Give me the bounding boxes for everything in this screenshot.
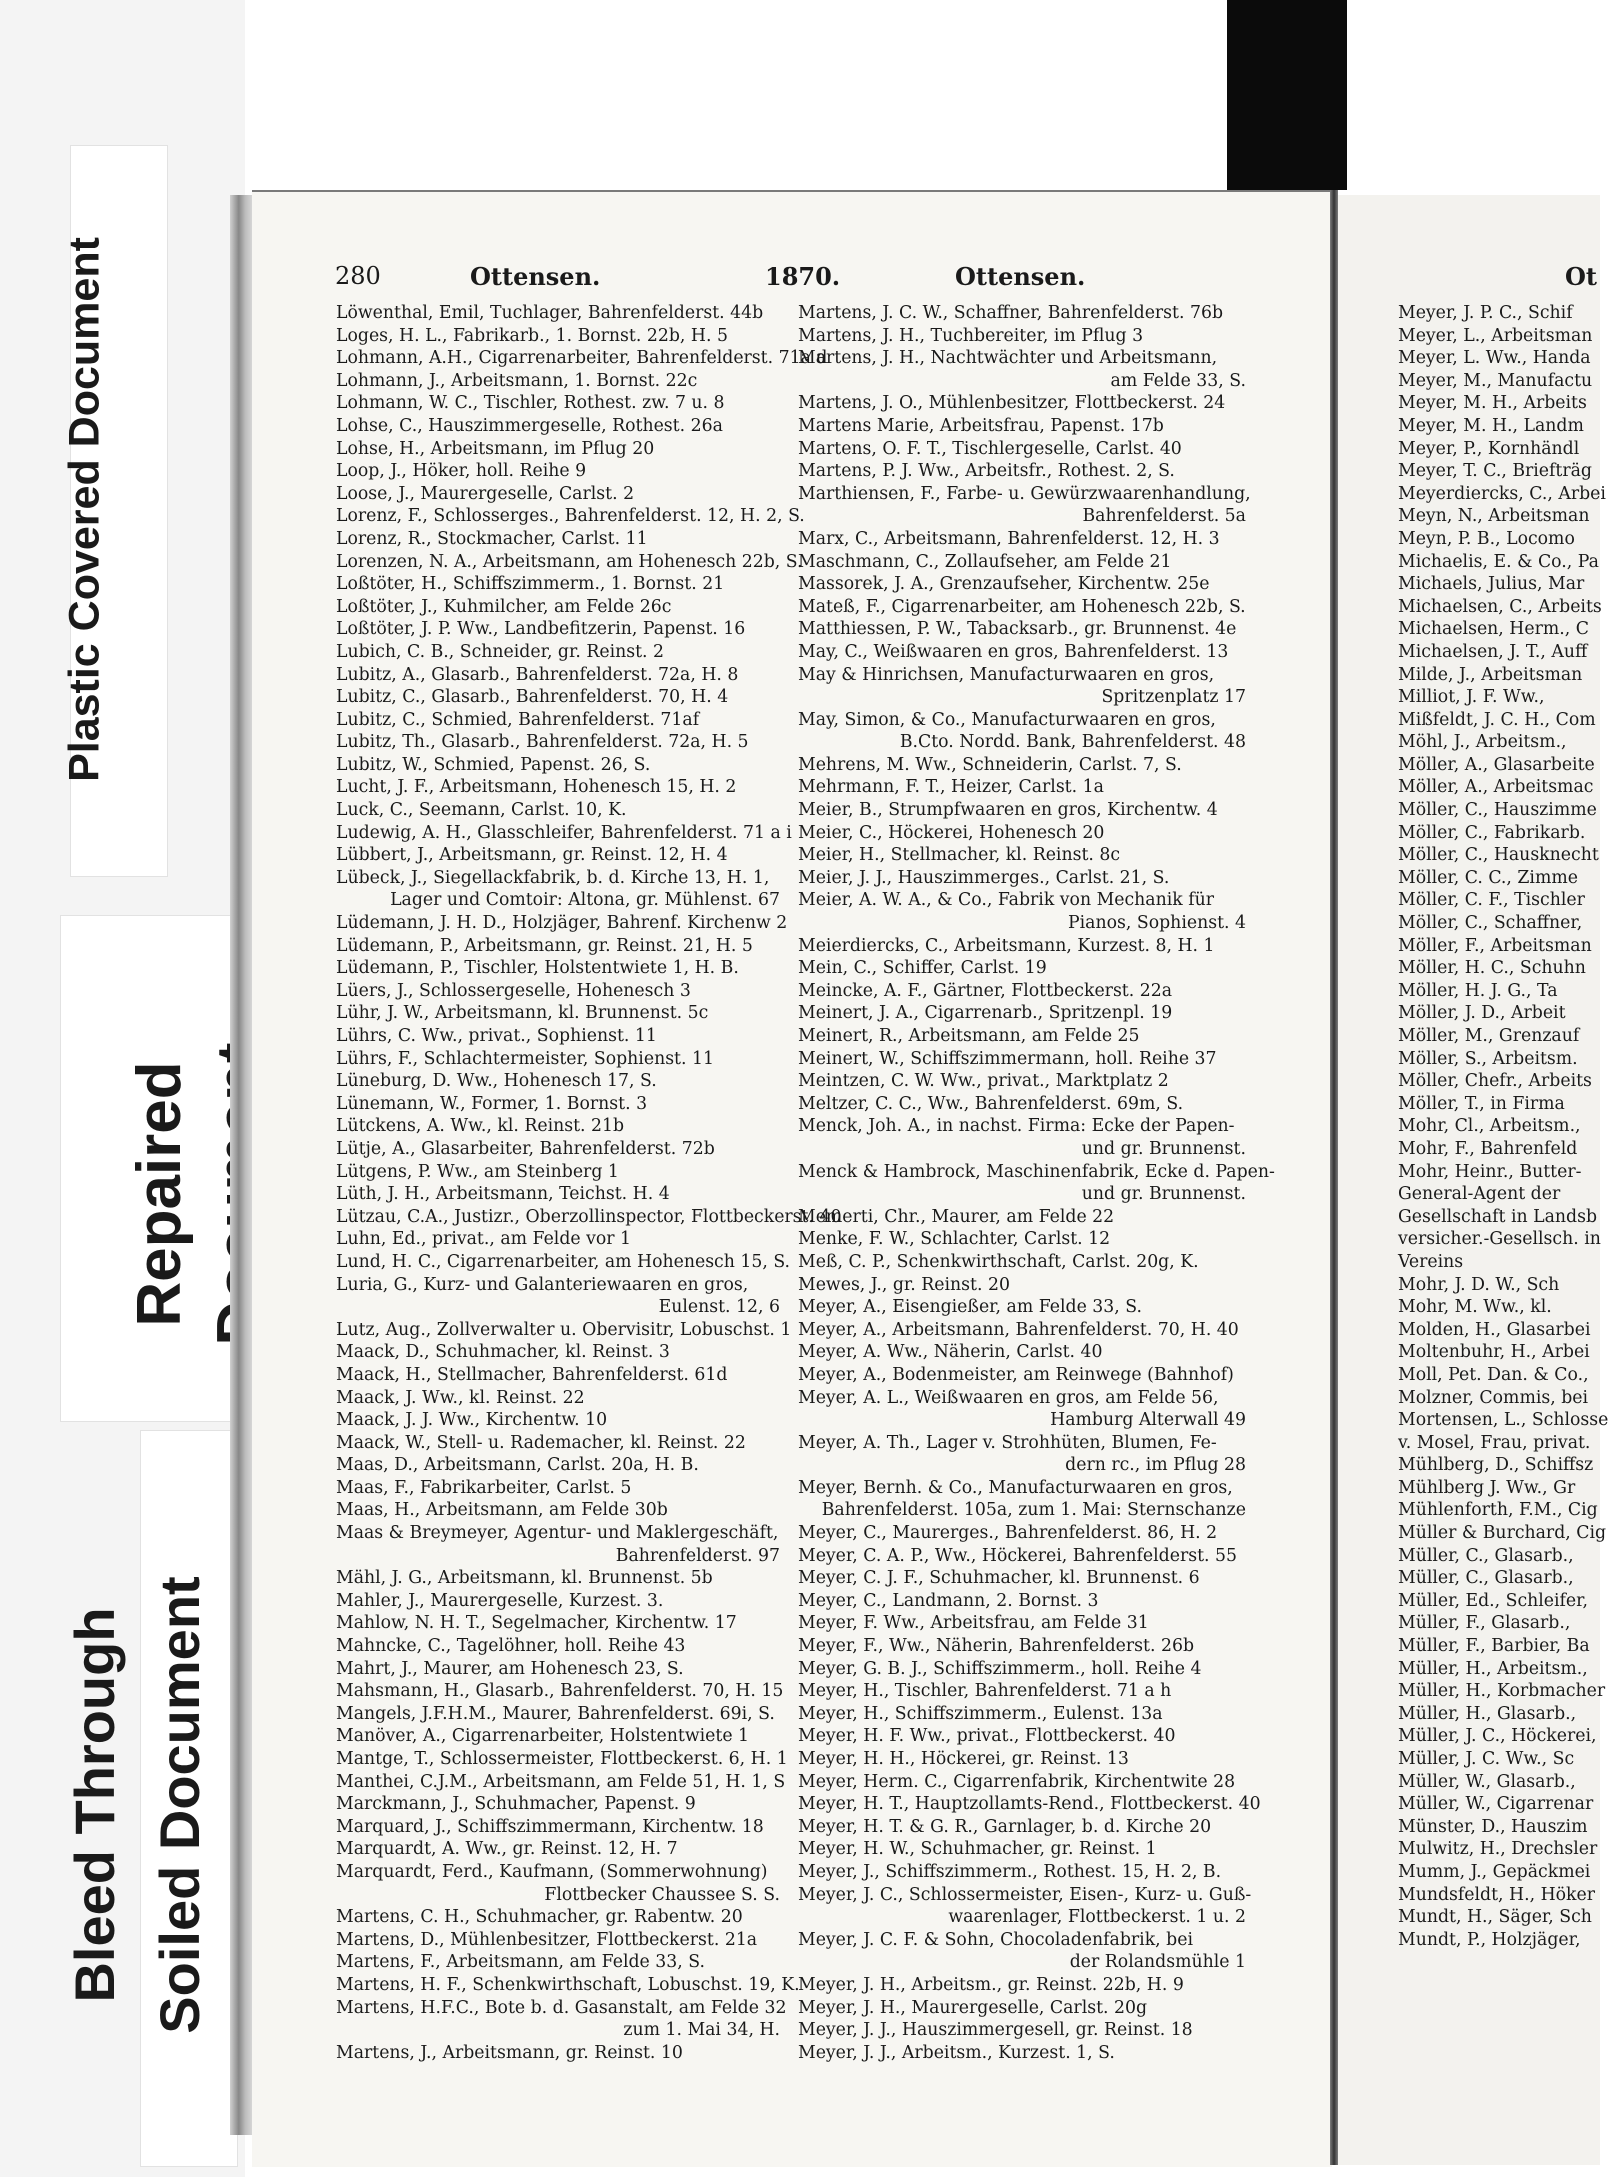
directory-entry: Möller, C., Schaffner, bbox=[1398, 913, 1583, 934]
directory-entry: Meyer, C., Maurerges., Bahrenfelderst. 86, H. 2 bbox=[798, 1523, 1218, 1544]
directory-entry: Maas, F., Fabrikarbeiter, Carlst. 5 bbox=[336, 1477, 632, 1498]
directory-entry: zum 1. Mai 34, H. bbox=[623, 2020, 780, 2041]
directory-entry: Meyer, A. Th., Lager v. Strohhüten, Blumen, Fe- bbox=[798, 1432, 1217, 1453]
directory-entry: Mortensen, L., Schlosse bbox=[1398, 1410, 1608, 1431]
directory-entry: Loges, H. L., Fabrikarb., 1. Bornst. 22b, H. 5 bbox=[336, 325, 728, 346]
directory-entry: Münster, D., Hauszim bbox=[1398, 1816, 1588, 1837]
directory-entry: Lübeck, J., Siegellackfabrik, b. d. Kirche 13, H. 1, bbox=[336, 867, 770, 888]
next-page-column bbox=[1398, 302, 1608, 1951]
directory-entry: Mehrens, M. Ww., Schneiderin, Carlst. 7, S. bbox=[798, 754, 1182, 775]
directory-entry: Möller, C., Hausknecht bbox=[1398, 845, 1599, 866]
directory-entry: Martens, H.F.C., Bote b. d. Gasanstalt, am Felde 32 bbox=[336, 1997, 787, 2018]
directory-entry: Meyerdiercks, C., Arbei bbox=[1398, 483, 1606, 504]
directory-entry: Lohmann, W. C., Tischler, Rothest. zw. 7 u. 8 bbox=[336, 393, 725, 414]
directory-entry: Meyn, P. B., Locomo bbox=[1398, 528, 1575, 549]
directory-entry: Marquardt, Ferd., Kaufmann, (Sommerwohnung) bbox=[336, 1861, 768, 1882]
directory-entry: Martens, J. H., Nachtwächter und Arbeitsmann, bbox=[798, 348, 1218, 369]
directory-entry: Bahrenfelderst. 105a, zum 1. Mai: Sternschanze bbox=[821, 1500, 1246, 1521]
directory-entry: Lorenz, R., Stockmacher, Carlst. 11 bbox=[336, 528, 648, 549]
directory-entry: Müller, W., Cigarrenar bbox=[1398, 1794, 1594, 1815]
directory-entry: Meyer, H. W., Schuhmacher, gr. Reinst. 1 bbox=[798, 1839, 1157, 1860]
directory-entry: und gr. Brunnenst. bbox=[1081, 1184, 1246, 1205]
directory-entry: Meyer, A., Eisengießer, am Felde 33, S. bbox=[798, 1297, 1142, 1318]
directory-entry: Meyer, M. H., Arbeits bbox=[1398, 393, 1587, 414]
next-page-title: Ot bbox=[1565, 262, 1597, 291]
directory-entry: Meltzer, C. C., Ww., Bahrenfelderst. 69m, S. bbox=[798, 1093, 1184, 1114]
directory-entry: Martens, C. H., Schuhmacher, gr. Rabentw. 20 bbox=[336, 1907, 743, 1928]
directory-entry: Meß, C. P., Schenkwirthschaft, Carlst. 20g, K. bbox=[798, 1251, 1199, 1272]
directory-entry: Meyer, A., Arbeitsmann, Bahrenfelderst. 70, H. 40 bbox=[798, 1319, 1239, 1340]
directory-entry: General-Agent der bbox=[1398, 1184, 1561, 1205]
directory-entry: Mein, C., Schiffer, Carlst. 19 bbox=[798, 958, 1047, 979]
directory-entry: Maack, H., Stellmacher, Bahrenfelderst. 61d bbox=[336, 1364, 728, 1385]
directory-entry: Lützau, C.A., Justizr., Oberzollinspector, Flottbeckerst. 40 bbox=[336, 1206, 842, 1227]
directory-entry: Müller, F., Glasarb., bbox=[1398, 1613, 1571, 1634]
directory-entry: Meinert, J. A., Cigarrenarb., Spritzenpl. 19 bbox=[798, 1003, 1173, 1024]
directory-entry: Lüdemann, P., Arbeitsmann, gr. Reinst. 21, H. 5 bbox=[336, 935, 753, 956]
directory-entry: Meier, C., Höckerei, Hohenesch 20 bbox=[798, 822, 1105, 843]
directory-entry: Meyer, M., Manufactu bbox=[1398, 370, 1593, 391]
directory-entry: Gesellschaft in Landsb bbox=[1398, 1206, 1598, 1227]
directory-entry: Manöver, A., Cigarrenarbeiter, Holstentwiete 1 bbox=[336, 1726, 750, 1747]
directory-entry: Müller, H., Arbeitsm., bbox=[1398, 1658, 1588, 1679]
directory-entry: Meyer, T. C., Briefträg bbox=[1398, 461, 1592, 482]
directory-entry: Mohr, F., Bahrenfeld bbox=[1398, 1138, 1578, 1159]
directory-entry: Loßtöter, J. P. Ww., Landbefitzerin, Papenst. 16 bbox=[336, 619, 746, 640]
directory-entry: Ludewig, A. H., Glasschleifer, Bahrenfelderst. 71 a i bbox=[336, 822, 792, 843]
directory-entry: Molzner, Commis, bei bbox=[1398, 1387, 1589, 1408]
directory-entry: Molden, H., Glasarbei bbox=[1398, 1319, 1591, 1340]
directory-entry: Meyer, J. J., Arbeitsm., Kurzest. 1, S. bbox=[798, 2042, 1115, 2063]
directory-entry: Maschmann, C., Zollaufseher, am Felde 21 bbox=[798, 551, 1172, 572]
directory-entry: Meyer, J. P. C., Schif bbox=[1398, 303, 1573, 323]
directory-entry: am Felde 33, S. bbox=[1110, 370, 1246, 391]
directory-entry: Bahrenfelderst. 97 bbox=[615, 1545, 780, 1566]
directory-entry: Mühlberg J. Ww., Gr bbox=[1398, 1477, 1576, 1498]
directory-entry: Lucht, J. F., Arbeitsmann, Hohenesch 15, H. 2 bbox=[336, 777, 737, 798]
directory-entry: Marthiensen, F., Farbe- u. Gewürzwaarenhandlung, bbox=[798, 483, 1251, 504]
directory-entry: Maack, D., Schuhmacher, kl. Reinst. 3 bbox=[336, 1342, 670, 1363]
directory-entry: Meinert, R., Arbeitsmann, am Felde 25 bbox=[798, 1026, 1140, 1046]
directory-entry: Lubitz, C., Glasarb., Bahrenfelderst. 70, H. 4 bbox=[336, 687, 729, 708]
directory-entry: Lüdemann, P., Tischler, Holstentwiete 1, H. B. bbox=[336, 958, 739, 979]
directory-entry: Mundt, P., Holzjäger, bbox=[1398, 1929, 1581, 1950]
directory-entry: Martens, O. F. T., Tischlergeselle, Carlst. 40 bbox=[798, 438, 1182, 459]
directory-entry: Meyer, A. L., Weißwaaren en gros, am Felde 56, bbox=[798, 1387, 1219, 1408]
directory-entry: Lütckens, A. Ww., kl. Reinst. 21b bbox=[336, 1116, 625, 1137]
directory-entry: Massorek, J. A., Grenzaufseher, Kirchentw. 25e bbox=[798, 574, 1210, 595]
directory-entry: Menck, Joh. A., in nachst. Firma: Ecke der Papen- bbox=[798, 1116, 1235, 1137]
directory-entry: Müller, J. C. Ww., Sc bbox=[1398, 1749, 1575, 1769]
directory-entry: Mantge, T., Schlossermeister, Flottbeckerst. 6, H. 1 bbox=[336, 1749, 788, 1769]
directory-entry: Eulenst. 12, 6 bbox=[658, 1297, 780, 1318]
page-number: 280 bbox=[335, 262, 381, 290]
directory-entry: Vereins bbox=[1398, 1251, 1464, 1272]
directory-entry: Meyer, J. J., Hauszimmergesell, gr. Reinst. 18 bbox=[798, 2020, 1193, 2041]
directory-entry: Lünemann, W., Former, 1. Bornst. 3 bbox=[336, 1093, 648, 1114]
book-spine bbox=[1330, 190, 1338, 2165]
left-column bbox=[336, 302, 842, 2064]
directory-entry: Lühr, J. W., Arbeitsmann, kl. Brunnenst. 5c bbox=[336, 1003, 709, 1024]
directory-entry: Manthei, C.J.M., Arbeitsmann, am Felde 51, H. 1, S bbox=[336, 1771, 786, 1792]
directory-entry: Mundsfeldt, H., Höker bbox=[1398, 1884, 1596, 1905]
directory-entry: Müller, W., Glasarb., bbox=[1398, 1771, 1576, 1792]
directory-entry: Lohse, C., Hauszimmergeselle, Rothest. 26a bbox=[336, 415, 723, 436]
directory-entry: Lund, H. C., Cigarrenarbeiter, am Hohenesch 15, S. bbox=[336, 1251, 791, 1272]
directory-entry: Möller, A., Arbeitsmac bbox=[1398, 777, 1594, 798]
directory-entry: Lubich, C. B., Schneider, gr. Reinst. 2 bbox=[336, 641, 665, 662]
directory-entry: Meyer, L. Ww., Handa bbox=[1398, 348, 1591, 369]
directory-entry: Lohmann, J., Arbeitsmann, 1. Bornst. 22c bbox=[336, 370, 698, 391]
directory-entry: Loßtöter, H., Schiffszimmerm., 1. Bornst. 21 bbox=[336, 574, 725, 595]
directory-entry: May, C., Weißwaaren en gros, Bahrenfelderst. 13 bbox=[798, 641, 1229, 662]
label-repaired: Repaired bbox=[125, 1061, 194, 1327]
directory-entry: Martens, J. H., Tuchbereiter, im Pflug 3 bbox=[798, 325, 1144, 346]
black-marker-bar bbox=[1227, 0, 1347, 190]
directory-entry: der Rolandsmühle 1 bbox=[1069, 1952, 1246, 1973]
directory-entry: Maas & Breymeyer, Agentur- und Maklergeschäft, bbox=[336, 1523, 779, 1544]
directory-entry: Lohse, H., Arbeitsmann, im Pflug 20 bbox=[336, 438, 655, 459]
directory-entry: Mahler, J., Maurergeselle, Kurzest. 3. bbox=[336, 1590, 664, 1611]
directory-entry: Meyer, H., Tischler, Bahrenfelderst. 71 a h bbox=[798, 1681, 1172, 1702]
directory-entry: Martens Marie, Arbeitsfrau, Papenst. 17b bbox=[798, 415, 1164, 436]
directory-entry: Meyer, G. B. J., Schiffszimmerm., holl. Reihe 4 bbox=[798, 1658, 1202, 1679]
directory-entry: Mohr, Cl., Arbeitsm., bbox=[1398, 1116, 1581, 1137]
directory-entry: Meier, B., Strumpfwaaren en gros, Kirchentw. 4 bbox=[798, 800, 1218, 821]
directory-entry: Martens, H. F., Schenkwirthschaft, Lobuschst. 19, K. bbox=[336, 1974, 800, 1995]
directory-entry: Menke, F. W., Schlachter, Carlst. 12 bbox=[798, 1229, 1111, 1250]
directory-entry: Meyer, H. F. Ww., privat., Flottbeckerst. 40 bbox=[798, 1726, 1176, 1747]
directory-entry: Loßtöter, J., Kuhmilcher, am Felde 26c bbox=[336, 596, 672, 617]
directory-entry: Möller, H. J. G., Ta bbox=[1398, 980, 1558, 1001]
directory-entry: Meintzen, C. W. Ww., privat., Marktplatz 2 bbox=[798, 1071, 1169, 1092]
directory-entry: Memerti, Chr., Maurer, am Felde 22 bbox=[798, 1206, 1115, 1227]
directory-entry: May & Hinrichsen, Manufacturwaaren en gros, bbox=[798, 664, 1215, 685]
directory-entry: Müller, H., Korbmacher bbox=[1398, 1681, 1606, 1702]
directory-entry: Müller, C., Glasarb., bbox=[1398, 1568, 1574, 1589]
directory-entry: Mähl, J. G., Arbeitsmann, kl. Brunnenst. 5b bbox=[336, 1568, 713, 1589]
directory-entry: Luria, G., Kurz- und Galanteriewaaren en gros, bbox=[336, 1274, 749, 1295]
directory-entry: Meyer, Herm. C., Cigarrenfabrik, Kirchentwite 28 bbox=[798, 1771, 1236, 1792]
directory-entry: Meyer, C. J. F., Schuhmacher, kl. Brunnenst. 6 bbox=[798, 1568, 1200, 1589]
directory-entry: Meyer, C., Landmann, 2. Bornst. 3 bbox=[798, 1590, 1099, 1611]
page-edge-shadow bbox=[230, 195, 252, 2135]
directory-entry: Meyer, A., Bodenmeister, am Reinwege (Bahnhof) bbox=[798, 1364, 1234, 1385]
directory-entry: Lüth, J. H., Arbeitsmann, Teichst. H. 4 bbox=[336, 1184, 670, 1205]
directory-entry: Hamburg Alterwall 49 bbox=[1050, 1410, 1246, 1431]
directory-entry: Meyer, J. H., Arbeitsm., gr. Reinst. 22b, H. 9 bbox=[798, 1974, 1184, 1995]
directory-entry: Meyer, A. Ww., Näherin, Carlst. 40 bbox=[798, 1342, 1103, 1363]
directory-entry: Meier, J. J., Hauszimmerges., Carlst. 21, S. bbox=[798, 867, 1170, 888]
directory-entry: Meincke, A. F., Gärtner, Flottbeckerst. 22a bbox=[798, 980, 1173, 1001]
directory-entry: Michaels, Julius, Mar bbox=[1398, 574, 1585, 595]
directory-entry: Lorenz, F., Schlosserges., Bahrenfelderst. 12, H. 2, S. bbox=[336, 506, 805, 527]
directory-entry: Meyer, H., Schiffszimmerm., Eulenst. 13a bbox=[798, 1703, 1163, 1724]
directory-entry: Möller, C., Hauszimme bbox=[1398, 800, 1597, 821]
directory-entry: Meyer, L., Arbeitsman bbox=[1398, 325, 1593, 346]
directory-entry: Müller, F., Barbier, Ba bbox=[1398, 1636, 1590, 1657]
label-soiled-document: Soiled Document bbox=[148, 1576, 211, 2034]
directory-entry: Bahrenfelderst. 5a bbox=[1082, 506, 1246, 527]
directory-entry: Maack, J. Ww., kl. Reinst. 22 bbox=[336, 1387, 585, 1408]
directory-entry: Lütje, A., Glasarbeiter, Bahrenfelderst. 72b bbox=[336, 1138, 715, 1159]
directory-entry: Mohr, M. Ww., kl. bbox=[1398, 1297, 1552, 1318]
directory-entry: Marckmann, J., Schuhmacher, Papenst. 9 bbox=[336, 1794, 696, 1815]
directory-entry: Müller, H., Glasarb., bbox=[1398, 1703, 1577, 1724]
label-bleed-through: Bleed Through bbox=[63, 1607, 126, 2003]
directory-entry: Meyer, H. T., Hauptzollamts-Rend., Flottbeckerst. 40 bbox=[798, 1794, 1261, 1815]
directory-entry: Maack, W., Stell- u. Rademacher, kl. Reinst. 22 bbox=[336, 1432, 746, 1453]
directory-entry: Milde, J., Arbeitsman bbox=[1398, 664, 1583, 685]
directory-entry: Martens, J., Arbeitsmann, gr. Reinst. 10 bbox=[336, 2042, 683, 2063]
directory-entry: B.Cto. Nordd. Bank, Bahrenfelderst. 48 bbox=[899, 732, 1246, 753]
directory-entry: Moltenbuhr, H., Arbei bbox=[1398, 1342, 1590, 1363]
directory-entry: Möller, S., Arbeitsm. bbox=[1398, 1048, 1578, 1069]
directory-entry: Möller, Chefr., Arbeits bbox=[1398, 1071, 1592, 1092]
directory-entry: Meyer, J. C. F. & Sohn, Chocoladenfabrik, bei bbox=[798, 1929, 1193, 1950]
directory-entry: Luck, C., Seemann, Carlst. 10, K. bbox=[336, 800, 627, 821]
directory-entry: v. Mosel, Frau, privat. bbox=[1398, 1432, 1591, 1453]
directory-entry: Müller, C., Glasarb., bbox=[1398, 1545, 1574, 1566]
directory-entry: Meyer, C. A. P., Ww., Höckerei, Bahrenfelderst. 55 bbox=[798, 1545, 1237, 1566]
directory-entry: Marquard, J., Schiffszimmermann, Kirchentw. 18 bbox=[336, 1816, 764, 1837]
directory-entry: Maack, J. J. Ww., Kirchentw. 10 bbox=[336, 1410, 608, 1431]
directory-entry: Martens, P. J. Ww., Arbeitsfr., Rothest. 2, S. bbox=[798, 461, 1175, 482]
directory-entry: Loop, J., Höker, holl. Reihe 9 bbox=[336, 461, 587, 482]
directory-entry: Lubitz, W., Schmied, Papenst. 26, S. bbox=[336, 754, 651, 775]
directory-entry: Möller, C. F., Tischler bbox=[1398, 890, 1585, 911]
directory-entry: Matthiessen, P. W., Tabacksarb., gr. Brunnenst. 4e bbox=[798, 619, 1237, 640]
directory-entry: Lubitz, Th., Glasarb., Bahrenfelderst. 72a, H. 5 bbox=[336, 732, 749, 753]
directory-entry: Meyer, H. T. & G. R., Garnlager, b. d. Kirche 20 bbox=[798, 1816, 1212, 1837]
directory-entry: Meyer, M. H., Landm bbox=[1398, 415, 1584, 436]
directory-entry: Lüdemann, J. H. D., Holzjäger, Bahrenf. Kirchenw 2 bbox=[336, 913, 788, 934]
directory-entry: Milliot, J. F. Ww., bbox=[1398, 687, 1545, 708]
directory-entry: Mahncke, C., Tagelöhner, holl. Reihe 43 bbox=[336, 1636, 686, 1657]
directory-entry: Meier, A. W. A., & Co., Fabrik von Mechanik für bbox=[798, 890, 1215, 911]
directory-entry: waarenlager, Flottbeckerst. 1 u. 2 bbox=[948, 1907, 1246, 1928]
directory-entry: dern rc., im Pflug 28 bbox=[1065, 1455, 1246, 1476]
directory-entry: versicher.-Gesellsch. in bbox=[1398, 1229, 1601, 1250]
directory-entry: Maas, H., Arbeitsmann, am Felde 30b bbox=[336, 1500, 668, 1521]
directory-entry: Mangels, J.F.H.M., Maurer, Bahrenfelderst. 69i, S. bbox=[336, 1703, 775, 1724]
directory-entry: Lührs, C. Ww., privat., Sophienst. 11 bbox=[336, 1026, 657, 1046]
directory-entry: Mewes, J., gr. Reinst. 20 bbox=[798, 1274, 1010, 1295]
directory-entry: Möller, T., in Firma bbox=[1398, 1093, 1565, 1114]
right-running-title: Ottensen. bbox=[955, 262, 1086, 291]
directory-entry: Michaelsen, C., Arbeits bbox=[1398, 596, 1602, 617]
directory-entry: Flottbecker Chaussee S. S. bbox=[544, 1884, 780, 1905]
directory-entry: Lubitz, C., Schmied, Bahrenfelderst. 71af bbox=[336, 709, 700, 730]
directory-entry: Meyer, F., Ww., Näherin, Bahrenfelderst. 26b bbox=[798, 1636, 1195, 1657]
directory-entry: Mulwitz, H., Drechsler bbox=[1398, 1839, 1598, 1860]
directory-entry: Mehrmann, F. T., Heizer, Carlst. 1a bbox=[798, 777, 1104, 798]
directory-entry: Lohmann, A.H., Cigarrenarbeiter, Bahrenfelderst. 71a d bbox=[336, 348, 828, 369]
directory-entry: Lutz, Aug., Zollverwalter u. Obervisitr, Lobuschst. 1 bbox=[336, 1319, 792, 1340]
directory-entry: Lubitz, A., Glasarb., Bahrenfelderst. 72a, H. 8 bbox=[336, 664, 739, 685]
directory-entry: Möller, A., Glasarbeite bbox=[1398, 754, 1595, 775]
directory-entry: Martens, D., Mühlenbesitzer, Flottbeckerst. 21a bbox=[336, 1929, 758, 1950]
directory-entry: Möller, H. C., Schuhn bbox=[1398, 958, 1586, 979]
directory-entry: Mühlberg, D., Schiffsz bbox=[1398, 1455, 1594, 1476]
directory-entry: Lütgens, P. Ww., am Steinberg 1 bbox=[336, 1161, 619, 1182]
directory-entry: Spritzenplatz 17 bbox=[1101, 687, 1246, 708]
directory-entry: Lüers, J., Schlossergeselle, Hohenesch 3 bbox=[336, 980, 691, 1001]
directory-entry: Meyer, P., Kornhändl bbox=[1398, 438, 1580, 459]
directory-entry: Meyer, Bernh. & Co., Manufacturwaaren en gros, bbox=[798, 1477, 1233, 1498]
directory-entry: May, Simon, & Co., Manufacturwaaren en gros, bbox=[798, 709, 1216, 730]
directory-entry: Meinert, W., Schiffszimmermann, holl. Reihe 37 bbox=[798, 1048, 1217, 1069]
directory-entry: Mißfeldt, J. C. H., Com bbox=[1398, 709, 1596, 730]
directory-entry: Mateß, F., Cigarrenarbeiter, am Hohenesch 22b, S. bbox=[798, 596, 1246, 617]
directory-entry: Mohr, J. D. W., Sch bbox=[1398, 1274, 1560, 1295]
directory-entry: Loose, J., Maurergeselle, Carlst. 2 bbox=[336, 483, 635, 504]
label-plastic-covered: Plastic Covered Document bbox=[60, 237, 109, 782]
directory-entry: Lager und Comtoir: Altona, gr. Mühlenst. 67 bbox=[390, 890, 780, 911]
directory-entry: und gr. Brunnenst. bbox=[1081, 1138, 1246, 1159]
directory-entry: Mahsmann, H., Glasarb., Bahrenfelderst. 70, H. 15 bbox=[336, 1681, 784, 1702]
directory-entry: Lührs, F., Schlachtermeister, Sophienst. 11 bbox=[336, 1048, 714, 1069]
directory-entry: Martens, J. C. W., Schaffner, Bahrenfelderst. 76b bbox=[798, 303, 1224, 323]
directory-entry: Meyer, J., Schiffszimmerm., Rothest. 15, H. 2, B. bbox=[798, 1861, 1222, 1882]
directory-entry: Lorenzen, N. A., Arbeitsmann, am Hohenesch 22b, S. bbox=[336, 551, 803, 572]
directory-entry: Möller, J. D., Arbeit bbox=[1398, 1003, 1566, 1024]
directory-entry: Mundt, H., Säger, Sch bbox=[1398, 1907, 1592, 1928]
directory-entry: Moll, Pet. Dan. & Co., bbox=[1398, 1364, 1589, 1385]
directory-entry: Möller, F., Arbeitsman bbox=[1398, 935, 1592, 956]
middle-column bbox=[798, 302, 1275, 2064]
directory-entry: Möller, M., Grenzauf bbox=[1398, 1026, 1580, 1046]
directory-entry: Meyer, F. Ww., Arbeitsfrau, am Felde 31 bbox=[798, 1613, 1149, 1634]
directory-entry: Michaelsen, Herm., C bbox=[1398, 619, 1589, 640]
directory-entry: Meier, H., Stellmacher, kl. Reinst. 8c bbox=[798, 845, 1121, 866]
directory-entry: Pianos, Sophienst. 4 bbox=[1068, 913, 1246, 934]
directory-entry: Meyer, H. H., Höckerei, gr. Reinst. 13 bbox=[798, 1749, 1129, 1769]
left-running-title: Ottensen. bbox=[470, 262, 601, 291]
directory-entry: Meierdiercks, C., Arbeitsmann, Kurzest. 8, H. 1 bbox=[798, 935, 1215, 956]
directory-entry: Mohr, Heinr., Butter- bbox=[1398, 1161, 1582, 1182]
directory-entry: Müller, Ed., Schleifer, bbox=[1398, 1590, 1589, 1611]
directory-entry: Menck & Hambrock, Maschinenfabrik, Ecke d. Papen- bbox=[798, 1161, 1275, 1182]
directory-entry: Mahrt, J., Maurer, am Hohenesch 23, S. bbox=[336, 1658, 684, 1679]
year: 1870. bbox=[765, 262, 841, 291]
directory-entry: Martens, F., Arbeitsmann, am Felde 33, S. bbox=[336, 1952, 705, 1973]
directory-entry: Lüneburg, D. Ww., Hohenesch 17, S. bbox=[336, 1071, 657, 1092]
directory-entry: Möller, C., Fabrikarb. bbox=[1398, 822, 1586, 843]
directory-entry: Müller, J. C., Höckerei, bbox=[1398, 1726, 1597, 1747]
directory-entry: Mumm, J., Gepäckmei bbox=[1398, 1861, 1591, 1882]
directory-entry: Martens, J. O., Mühlenbesitzer, Flottbeckerst. 24 bbox=[798, 393, 1226, 414]
directory-entry: Müller & Burchard, Cig bbox=[1398, 1523, 1607, 1544]
directory-entry: Marx, C., Arbeitsmann, Bahrenfelderst. 12, H. 3 bbox=[798, 528, 1220, 549]
directory-entry: Mahlow, N. H. T., Segelmacher, Kirchentw. 17 bbox=[336, 1613, 737, 1634]
directory-entry: Löwenthal, Emil, Tuchlager, Bahrenfelderst. 44b bbox=[336, 303, 764, 323]
directory-entry: Lübbert, J., Arbeitsmann, gr. Reinst. 12, H. 4 bbox=[336, 845, 728, 866]
directory-entry: Mühlenforth, F.M., Cig bbox=[1398, 1500, 1598, 1521]
directory-entry: Meyer, J. C., Schlossermeister, Eisen-, Kurz- u. Guß- bbox=[798, 1884, 1252, 1905]
directory-entry: Möller, C. C., Zimme bbox=[1398, 867, 1578, 888]
directory-entry: Marquardt, A. Ww., gr. Reinst. 12, H. 7 bbox=[336, 1839, 678, 1860]
directory-entry: Meyn, N., Arbeitsman bbox=[1398, 506, 1590, 527]
directory-entry: Meyer, J. H., Maurergeselle, Carlst. 20g bbox=[798, 1997, 1148, 2018]
directory-entry: Michaelsen, J. T., Auff bbox=[1398, 641, 1588, 662]
directory-entry: Michaelis, E. & Co., Pa bbox=[1398, 551, 1599, 572]
directory-entry: Luhn, Ed., privat., am Felde vor 1 bbox=[336, 1229, 632, 1250]
directory-entry: Möhl, J., Arbeitsm., bbox=[1398, 732, 1567, 753]
directory-entry: Maas, D., Arbeitsmann, Carlst. 20a, H. B. bbox=[336, 1455, 699, 1476]
